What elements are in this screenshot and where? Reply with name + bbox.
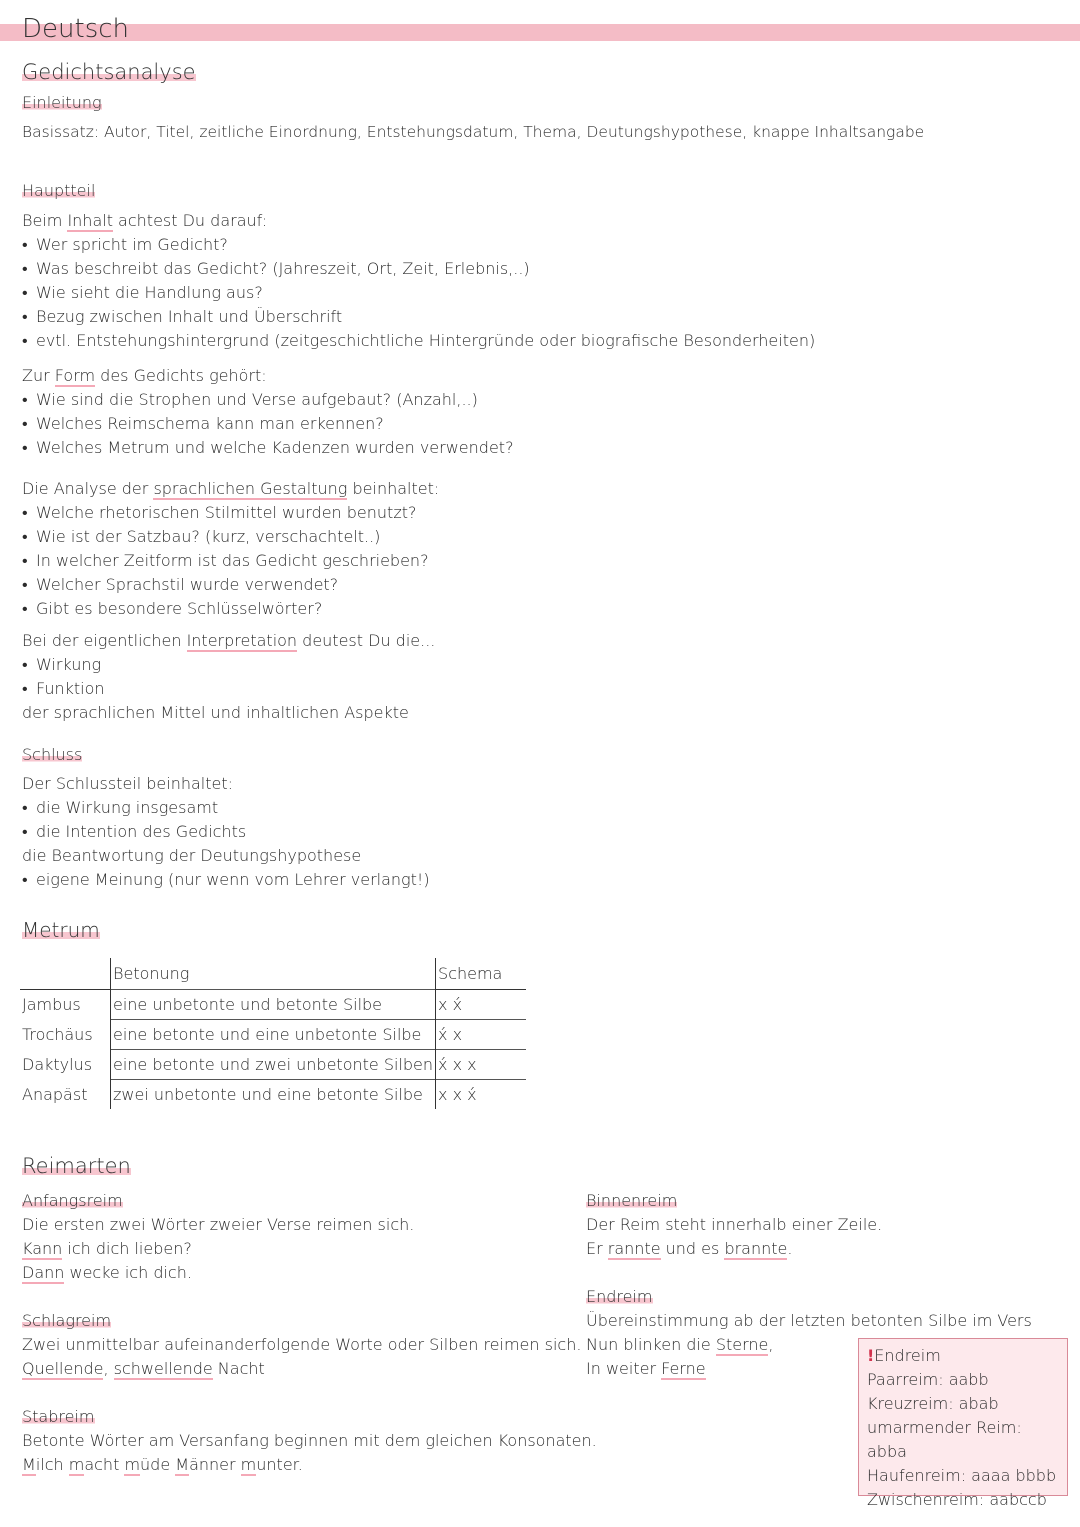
table-cell: eine betonte und eine unbetonte Silbe xyxy=(111,1020,436,1050)
list-item: • Welche rhetorischen Stilmittel wurden benutzt? xyxy=(22,501,439,525)
list-item: Kreuzreim: abab xyxy=(867,1394,999,1413)
endreim-box-title: !Endreim xyxy=(867,1346,941,1365)
metrum-heading: Metrum xyxy=(22,918,100,942)
list-item: • Welches Reimschema kann man erkennen? xyxy=(22,412,514,436)
sprache-intro: Die Analyse der sprachlichen Gestaltung beinhaltet: xyxy=(22,479,440,498)
schlagreim-block xyxy=(22,1309,581,1381)
form-block xyxy=(22,364,514,460)
list-item: • Funktion xyxy=(22,677,435,701)
schluss-list xyxy=(22,796,430,844)
list-item: Haufenreim: aaaa bbbb xyxy=(867,1466,1057,1485)
table-cell: x́ x xyxy=(436,1020,527,1050)
list-item: • Welcher Sprachstil wurde verwendet? xyxy=(22,573,439,597)
inhalt-list xyxy=(22,233,815,353)
list-item: umarmender Reim: abba xyxy=(867,1418,1022,1461)
reimarten-heading: Reimarten xyxy=(22,1154,131,1178)
table-row xyxy=(20,1050,526,1080)
table-cell: Jambus xyxy=(22,995,81,1015)
list-item: Zwischenreim: aabccb xyxy=(867,1490,1047,1509)
list-item: • eigene Meinung (nur wenn vom Lehrer verlangt!) xyxy=(22,868,430,892)
list-item: • Wer spricht im Gedicht? xyxy=(22,233,815,257)
interpretation-intro: Bei der eigentlichen Interpretation deutest Du die... xyxy=(22,631,436,650)
inhalt-block xyxy=(22,209,815,353)
list-item: • evtl. Entstehungshintergrund (zeitgeschichtliche Hintergründe oder biografische Besonderheiten) xyxy=(22,329,815,353)
table-header-cell: Betonung xyxy=(111,958,436,990)
table-cell: zwei unbetonte und eine betonte Silbe xyxy=(111,1080,436,1110)
schluss-line: die Beantwortung der Deutungshypothese xyxy=(22,846,362,865)
anfangsreim-example-1: Kann ich dich lieben? xyxy=(22,1239,192,1258)
endreim-example-2: In weiter Ferne xyxy=(586,1359,706,1378)
section-title: Gedichtsanalyse xyxy=(22,60,196,84)
binnenreim-block xyxy=(586,1189,882,1261)
table-cell: Daktylus xyxy=(22,1055,93,1074)
endreim-example-1: Nun blinken die Sterne, xyxy=(586,1335,774,1354)
list-item: • Gibt es besondere Schlüsselwörter? xyxy=(22,597,439,621)
schluss-block xyxy=(22,772,430,892)
schluss-intro: Der Schlussteil beinhaltet: xyxy=(22,774,234,793)
table-row xyxy=(20,1020,526,1050)
binnenreim-text: Der Reim steht innerhalb einer Zeile. xyxy=(586,1215,883,1234)
list-item: • Welches Metrum und welche Kadenzen wurden verwendet? xyxy=(22,436,514,460)
endreim-heading: Endreim xyxy=(586,1287,653,1306)
list-item: • die Wirkung insgesamt xyxy=(22,796,430,820)
binnenreim-example: Er rannte und es brannte. xyxy=(586,1239,793,1258)
endreim-text: Übereinstimmung ab der letzten betonten Silbe im Vers xyxy=(586,1311,1032,1330)
table-header-row xyxy=(20,958,526,990)
title-highlight-bar xyxy=(0,24,1080,41)
list-item: • Bezug zwischen Inhalt und Überschrift xyxy=(22,305,815,329)
binnenreim-heading: Binnenreim xyxy=(586,1191,678,1210)
interpretation-block xyxy=(22,629,435,725)
metrum-table xyxy=(20,958,526,1109)
anfangsreim-example-2: Dann wecke ich dich. xyxy=(22,1263,192,1282)
list-item: • Wie sieht die Handlung aus? xyxy=(22,281,815,305)
schlagreim-heading: Schlagreim xyxy=(22,1311,112,1330)
anfangsreim-text: Die ersten zwei Wörter zweier Verse reimen sich. xyxy=(22,1215,415,1234)
table-header-cell xyxy=(20,958,111,990)
einleitung-heading: Einleitung xyxy=(22,93,102,112)
stabreim-block xyxy=(22,1405,597,1477)
endreim-info-box xyxy=(858,1338,1068,1509)
page-title: Deutsch xyxy=(22,14,130,44)
table-cell: eine betonte und zwei unbetonte Silben xyxy=(111,1050,436,1080)
table-cell: x x x́ xyxy=(436,1080,527,1110)
stabreim-heading: Stabreim xyxy=(22,1407,95,1426)
schluss-list-2 xyxy=(22,868,430,892)
schluss-heading: Schluss xyxy=(22,745,83,764)
table-row xyxy=(20,1080,526,1110)
list-item: Paarreim: aabb xyxy=(867,1370,989,1389)
schlagreim-text: Zwei unmittelbar aufeinanderfolgende Worte oder Silben reimen sich. xyxy=(22,1335,582,1354)
sprache-list xyxy=(22,501,439,621)
inhalt-intro: Beim Inhalt achtest Du darauf: xyxy=(22,211,268,230)
exclamation-icon: ! xyxy=(867,1346,875,1365)
schlagreim-example: Quellende, schwellende Nacht xyxy=(22,1359,265,1378)
list-item: • Wie ist der Satzbau? (kurz, verschachtelt..) xyxy=(22,525,439,549)
stabreim-example: Milch macht müde Männer munter. xyxy=(22,1455,303,1474)
form-list xyxy=(22,388,514,460)
table-cell: x́ x x xyxy=(436,1050,527,1080)
table-cell: Trochäus xyxy=(22,1025,93,1044)
anfangsreim-block xyxy=(22,1189,414,1285)
sprache-block xyxy=(22,477,439,621)
list-item: • Was beschreibt das Gedicht? (Jahreszeit, Ort, Zeit, Erlebnis,..) xyxy=(22,257,815,281)
list-item: • In welcher Zeitform ist das Gedicht geschrieben? xyxy=(22,549,439,573)
hauptteil-heading: Hauptteil xyxy=(22,181,96,200)
list-item: • Wirkung xyxy=(22,653,435,677)
anfangsreim-heading: Anfangsreim xyxy=(22,1191,123,1210)
interpretation-outro: der sprachlichen Mittel und inhaltlichen Aspekte xyxy=(22,703,409,722)
list-item: • Wie sind die Strophen und Verse aufgebaut? (Anzahl,..) xyxy=(22,388,514,412)
table-row xyxy=(20,990,526,1020)
list-item: • die Intention des Gedichts xyxy=(22,820,430,844)
table-cell: x x́ xyxy=(436,990,527,1020)
table-cell: Anapäst xyxy=(22,1084,88,1104)
table-header-cell: Schema xyxy=(436,958,527,990)
einleitung-text: Basissatz: Autor, Titel, zeitliche Einordnung, Entstehungsdatum, Thema, Deutungshypothese, knappe Inhaltsangabe xyxy=(22,123,925,141)
interpretation-list xyxy=(22,653,435,701)
table-cell: eine unbetonte und betonte Silbe xyxy=(111,990,436,1020)
stabreim-text: Betonte Wörter am Versanfang beginnen mit dem gleichen Konsonaten. xyxy=(22,1431,597,1450)
form-intro: Zur Form des Gedichts gehört: xyxy=(22,366,267,385)
